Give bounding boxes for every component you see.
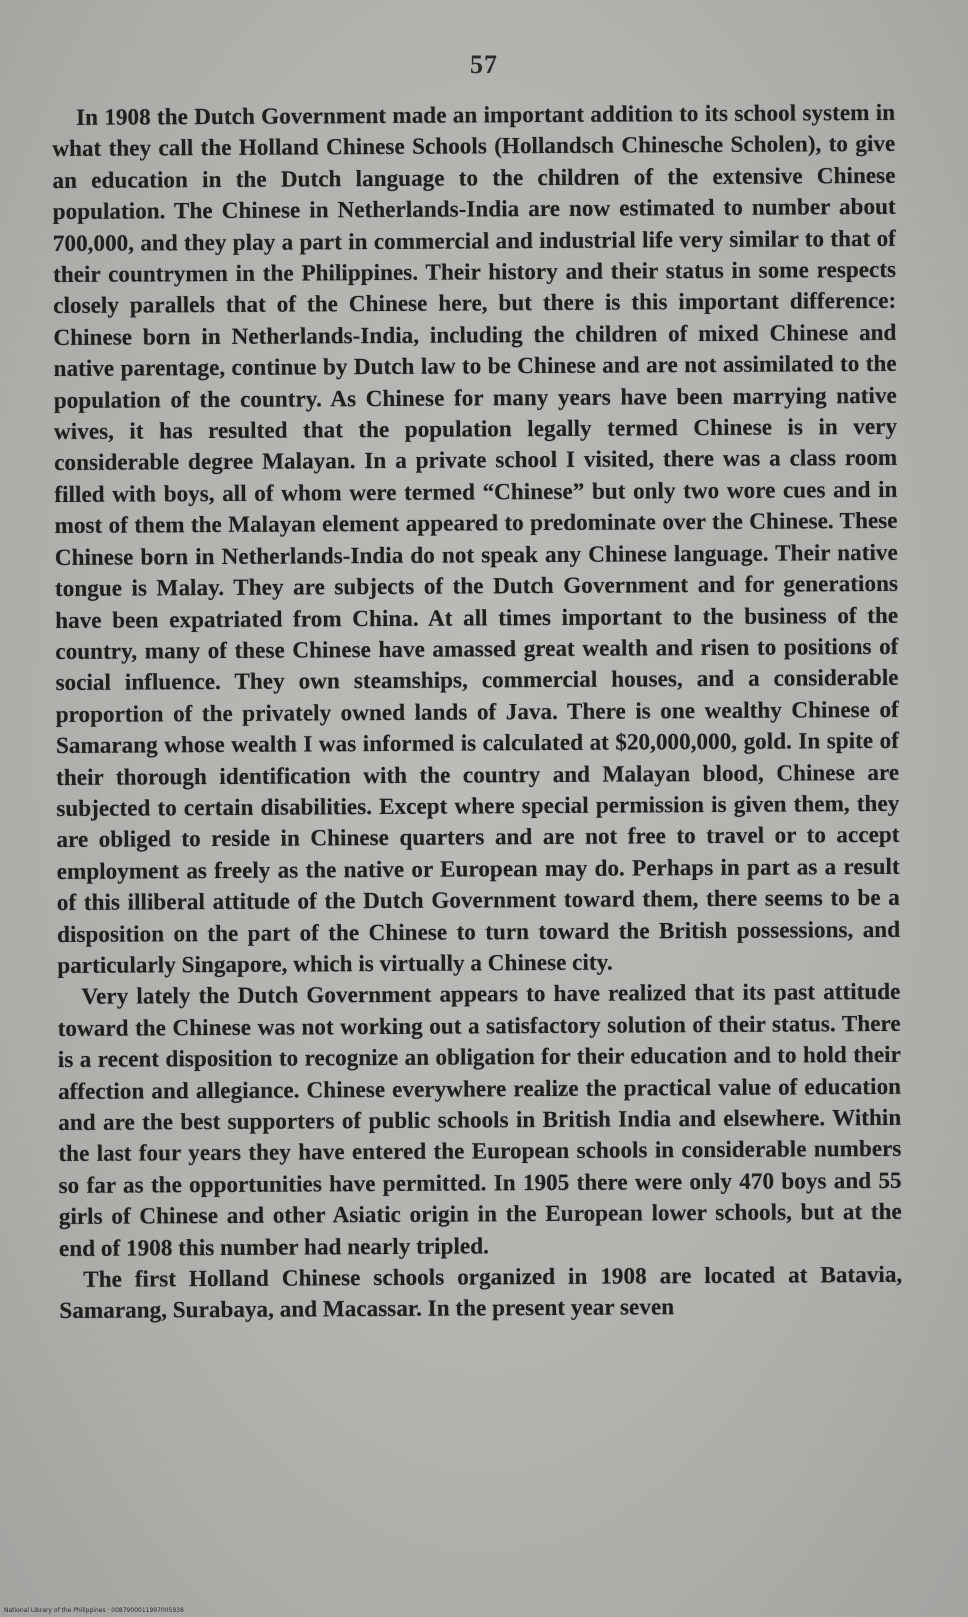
body-text — [52, 98, 902, 1328]
paragraph-1: In 1908 the Dutch Government made an important addition to its school system in what they call the Holland Chinese Schools (Hollandsch Chinesche Scholen), to give an education in the Dutch language to the children of the extensive Chinese population. The Chinese in Netherlands-India are now estimated to number about 700,000, and they play a part in commercial and industrial life very similar to that of their countrymen in the Philippines. Their history and their status in some respects closely parallels that of the Chinese here, but there is this important difference: Chinese born in Netherlands-India, including the children of mixed Chinese and native parentage, continue by Dutch law to be Chinese and are not assimilated to the population of the country. As Chinese for many years have been marrying native wives, it has resulted that the population legally termed Chinese is in very considerable degree Malayan. In a private school I visited, there was a class room filled with boys, all of whom were termed “Chinese” but only two wore cues and in most of them the Malayan element appeared to predominate over the Chinese. These Chinese born in Netherlands-India do not speak any Chinese language. Their native tongue is Malay. They are subjects of the Dutch Government and for generations have been expatriated from China. At all times important to the business of the country, many of these Chinese have amassed great wealth and risen to positions of social influence. They own steamships, commercial houses, and a considerable proportion of the privately owned lands of Java. There is one wealthy Chinese of Samarang whose wealth I was informed is calculated at $20,000,000, gold. In spite of their thorough identification with the country and Malayan blood, Chinese are subjected to certain disabilities. Except where special permission is given them, they are obliged to reside in Chinese quarters and are not free to travel or to accept employment as freely as the native or European may do. Perhaps in part as a result of this illiberal attitude of the Dutch Government toward them, there seems to be a disposition on the part of the Chinese to turn toward the British possessions, and particularly Singapore, which is virtually a Chinese city. — [52, 99, 901, 979]
footer-watermark: National Library of the Philippines · 0087900011997005938 — [4, 1607, 184, 1614]
paragraph-2: Very lately the Dutch Government appears to have realized that its past attitude toward the Chinese was not working out a satisfactory solution of their status. There is a recent disposition to recognize an obligation for their education and to hold their affection and allegiance. Chinese everywhere realize the practical value of education and are the best supporters of public schools in British India and elsewhere. Within the last four years they have entered the European schools in considerable numbers so far as the opportunities have permitted. In 1905 there were only 470 boys and 55 girls of Chinese and other Asiatic origin in the European lower schools, but at the end of 1908 this number had nearly tripled. — [57, 979, 902, 1262]
paragraph-3: The first Holland Chinese schools organized in 1908 are located at Batavia, Samarang, Surabaya, and Macassar. In the present year seven — [59, 1261, 903, 1325]
page-number: 57 — [470, 50, 498, 79]
